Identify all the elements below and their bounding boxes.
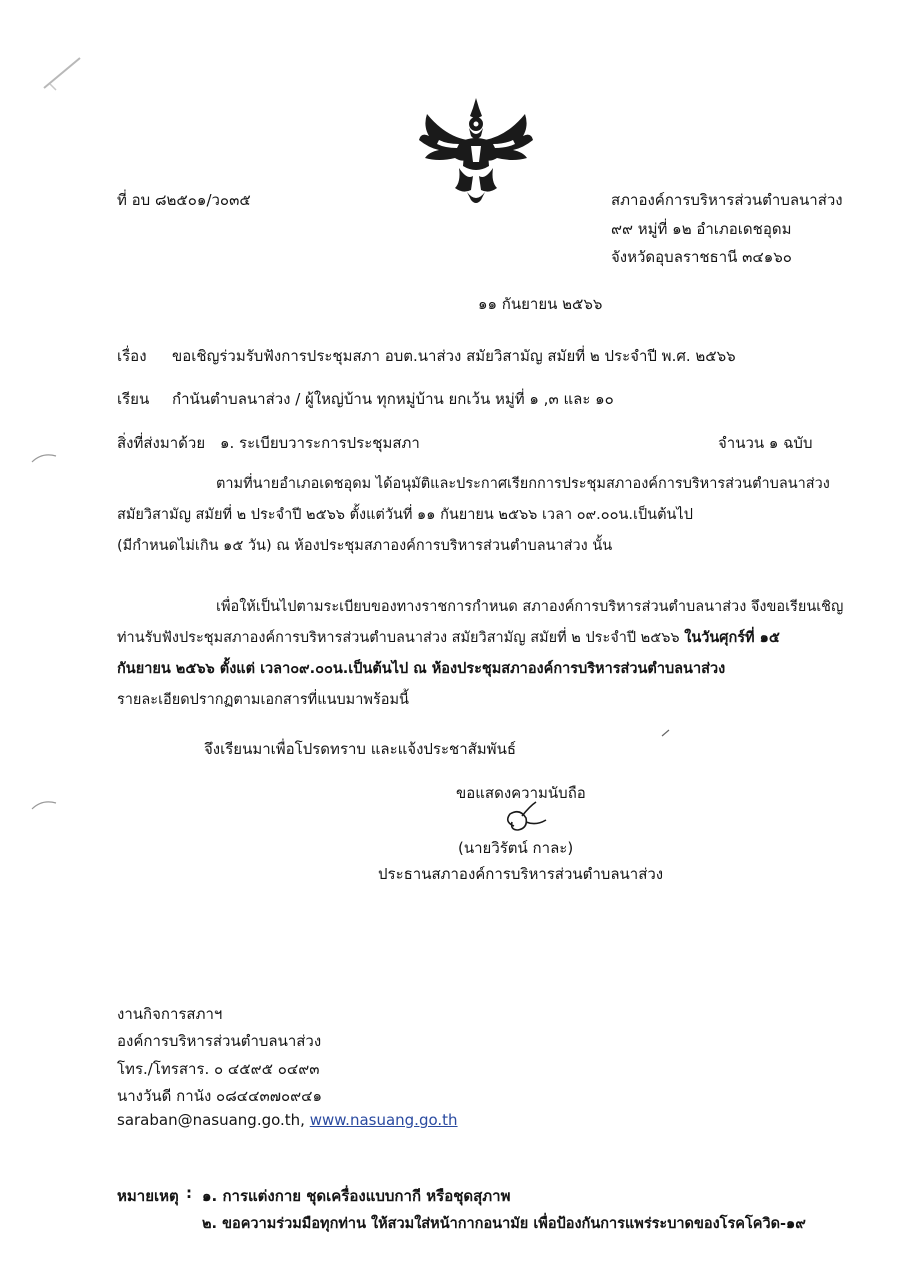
paragraph-2-line-2-text: ท่านรับฟังประชุมสภาองค์การบริหารส่วนตำบลนาส่วง สมัยวิสามัญ สมัยที่ ๒ ประจำปี ๒๕๖๖ (117, 630, 685, 646)
subject-text: ขอเชิญร่วมรับฟังการประชุมสภา อบต.นาส่วง สมัยวิสามัญ สมัยที่ ๒ ประจำปี พ.ศ. ๒๕๖๖ (172, 347, 736, 365)
note-1: ๑. การแต่งกาย ชุดเครื่องแบบกากี หรือชุดสุภาพ (202, 1187, 511, 1205)
paragraph-1-line-3: (มีกำหนดไม่เกิน ๑๕ วัน) ณ ห้องประชุมสภาองค์การบริหารส่วนตำบลนาส่วง นั้น (117, 538, 613, 554)
enclosure-quantity: จำนวน ๑ ฉบับ (718, 434, 813, 452)
enclosure-label: สิ่งที่ส่งมาด้วย (117, 434, 206, 452)
notes-colon: : (186, 1184, 192, 1202)
contact-person: นางวันดี กานัง ๐๘๔๔๓๗๐๙๔๑ (117, 1087, 323, 1105)
contact-email[interactable]: saraban@nasuang.go.th, (117, 1111, 305, 1129)
address-line-2: จังหวัดอุบลราชธานี ๓๔๑๖๐ (611, 248, 792, 266)
closing-sentence: จึงเรียนมาเพื่อโปรดทราบ และแจ้งประชาสัมพันธ์ (204, 740, 516, 758)
punch-hole-mark (30, 797, 60, 813)
paragraph-1-line-1: ตามที่นายอำเภอเดชอุดม ได้อนุมัติและประกาศเรียกการประชุมสภาองค์การบริหารส่วนตำบลนาส่วง (216, 476, 830, 492)
garuda-emblem (415, 96, 537, 206)
paragraph-2-line-4: รายละเอียดปรากฏตามเอกสารที่แนบมาพร้อมนี้ (117, 692, 409, 708)
note-2: ๒. ขอความร่วมมือทุกท่าน ให้สวมใส่หน้ากากอนามัย เพื่อป้องกันการแพร่ระบาดของโรคโควิด-๑๙ (202, 1216, 806, 1232)
regards: ขอแสดงความนับถือ (456, 784, 586, 802)
subject-label: เรื่อง (117, 347, 147, 365)
staple-mark (40, 52, 85, 92)
reference-number: ที่ อบ ๘๒๕๐๑/ว๐๓๕ (117, 191, 251, 209)
paragraph-2-line-3: กันยายน ๒๕๖๖ ตั้งแต่ เวลา๐๙.๐๐น.เป็นต้นไป ณ ห้องประชุมสภาองค์การบริหารส่วนตำบลนาส่วง (117, 661, 726, 677)
signature-scribble (500, 800, 550, 836)
paragraph-2-line-2 (117, 628, 780, 648)
contact-unit: งานกิจการสภาฯ (117, 1005, 223, 1023)
recipient-label: เรียน (117, 390, 150, 408)
contact-phone: โทร./โทรสาร. ๐ ๔๕๙๕ ๐๔๙๓ (117, 1060, 320, 1078)
letter-date: ๑๑ กันยายน ๒๕๖๖ (478, 295, 603, 313)
punch-hole-mark (30, 450, 60, 466)
paragraph-1-line-2: สมัยวิสามัญ สมัยที่ ๒ ประจำปี ๒๕๖๖ ตั้งแต่วันที่ ๑๑ กันยายน ๒๕๖๖ เวลา ๐๙.๐๐น.เป็นต้นไป (117, 507, 693, 523)
stray-mark (660, 728, 672, 738)
recipient-text: กำนันตำบลนาส่วง / ผู้ใหญ่บ้าน ทุกหมู่บ้าน ยกเว้น หมู่ที่ ๑ ,๓ และ ๑๐ (172, 390, 614, 408)
enclosure-item: ๑. ระเบียบวาระการประชุมสภา (220, 434, 420, 452)
website-link[interactable]: www.nasuang.go.th (309, 1111, 458, 1129)
paragraph-2-line-1: เพื่อให้เป็นไปตามระเบียบของทางราชการกำหนด สภาองค์การบริหารส่วนตำบลนาส่วง จึงขอเรียนเชิญ (216, 599, 844, 615)
organization-name: สภาองค์การบริหารส่วนตำบลนาส่วง (611, 191, 843, 209)
notes-label: หมายเหตุ (117, 1187, 179, 1205)
contact-organization: องค์การบริหารส่วนตำบลนาส่วง (117, 1032, 322, 1050)
contact-web (117, 1111, 458, 1129)
address-line-1: ๙๙ หมู่ที่ ๑๒ อำเภอเดชอุดม (611, 220, 792, 238)
signatory-position: ประธานสภาองค์การบริหารส่วนตำบลนาส่วง (378, 865, 664, 883)
meeting-date-highlight: ในวันศุกร์ที่ ๑๕ (684, 630, 780, 646)
signatory-name: (นายวิรัตน์ กาละ) (458, 839, 574, 857)
